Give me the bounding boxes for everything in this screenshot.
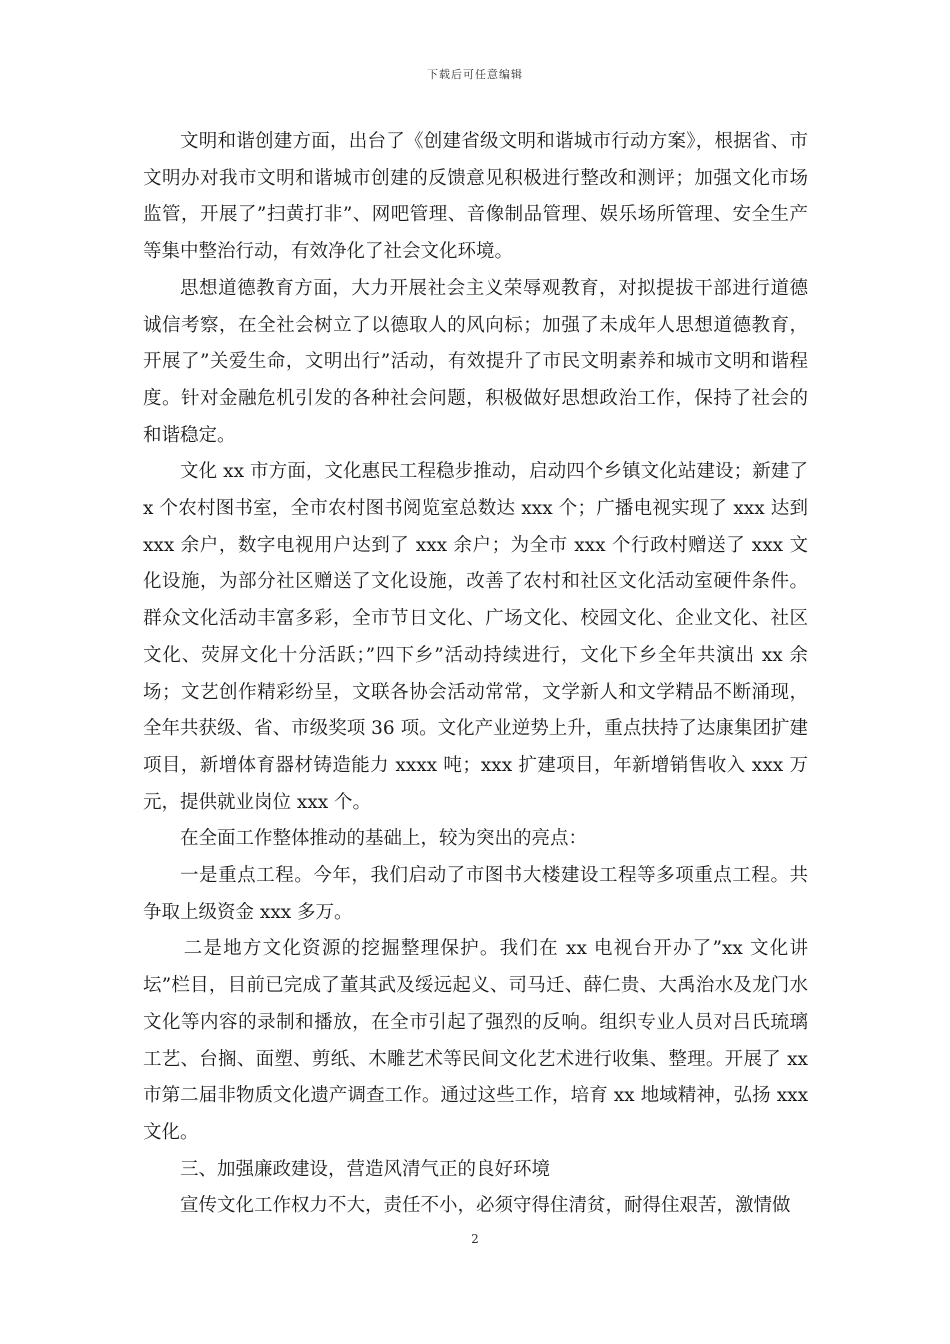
paragraph-highlights-intro: 在全面工作整体推动的基础上，较为突出的亮点： — [180, 828, 588, 850]
paragraph-culture-city: 文化 xx 市方面，文化惠民工程稳步推动，启动四个乡镇文化站建设；新建了 x 个农村图书室，全市农村图书阅览室总数达 xxx 个；广播电视实现了 xxx 达到 xxx 余户，数字电视用户达到了 xxx 余户；为全市 xxx 个行政村赠送了 xxx 文化设施，为部分社区赠送了文化设施，改善了农村和社区文化活动室硬件条件。群众文化活动丰富多彩，全市节日文化、广场文化、校园文化、企业文化、社区文化、荧屏文化十分活跃；”四下乡”活动持续进行，文化下乡全年共演出 xx 余场；文艺创作精彩纷呈，文联各协会活动常常，文学新人和文学精品不断涌现，全年共获级、省、市级奖项 36 项。文化产业逆势上升，重点扶持了达康集团扩建项目，新增体育器材铸造能力 xxxx 吨；xxx 扩建项目，年新增销售收入 xxx 万元，提供就业岗位 xxx 个。 — [143, 461, 808, 813]
page-header: 下载后可任意编辑 — [427, 68, 523, 81]
paragraph-moral-education: 思想道德教育方面，大力开展社会主义荣辱观教育，对拟提拔干部进行道德诚信考察，在全社会树立了以德取人的风向标；加强了未成年人思想道德教育，开展了”关爱生命，文明出行”活动，有效提升了市民文明素养和城市文明和谐程度。针对金融危机引发的各种社会问题，积极做好思想政治工作，保持了社会的和谐稳定。 — [143, 277, 808, 446]
page-number: 2 — [471, 1232, 479, 1246]
paragraph-civilization: 文明和谐创建方面，出台了《创建省级文明和谐城市行动方案》，根据省、市文明办对我市文明和谐城市创建的反馈意见积极进行整改和测评；加强文化市场监管，开展了”扫黄打非”、网吧管理、音像制品管理、娱乐场所管理、安全生产等集中整治行动，有效净化了社会文化环境。 — [143, 131, 808, 263]
paragraph-cultural-resources: 二是地方文化资源的挖掘整理保护。我们在 xx 电视台开办了”xx 文化讲坛”栏目，目前已完成了董其武及绥远起义、司马迁、薛仁贵、大禹治水及龙门水文化等内容的录制和播放，在全市引起了强烈的反响。组织专业人员对吕氏琉璃工艺、台搁、面塑、剪纸、木雕艺术等民间文化艺术进行收集、整理。开展了 xx 市第二届非物质文化遗产调查工作。通过这些工作，培育 xx 地域精神，弘扬 xxx 文化。 — [143, 938, 808, 1143]
section-heading-integrity: 三、加强廉政建设，营造风清气正的良好环境 — [180, 1158, 551, 1180]
paragraph-key-projects: 一是重点工程。今年，我们启动了市图书大楼建设工程等多项重点工程。共争取上级资金 xxx 多万。 — [143, 865, 808, 923]
document-body — [143, 124, 808, 1225]
paragraph-integrity-text: 宣传文化工作权力不大，责任不小，必须守得住清贫，耐得住艰苦，激情做 — [180, 1195, 791, 1217]
